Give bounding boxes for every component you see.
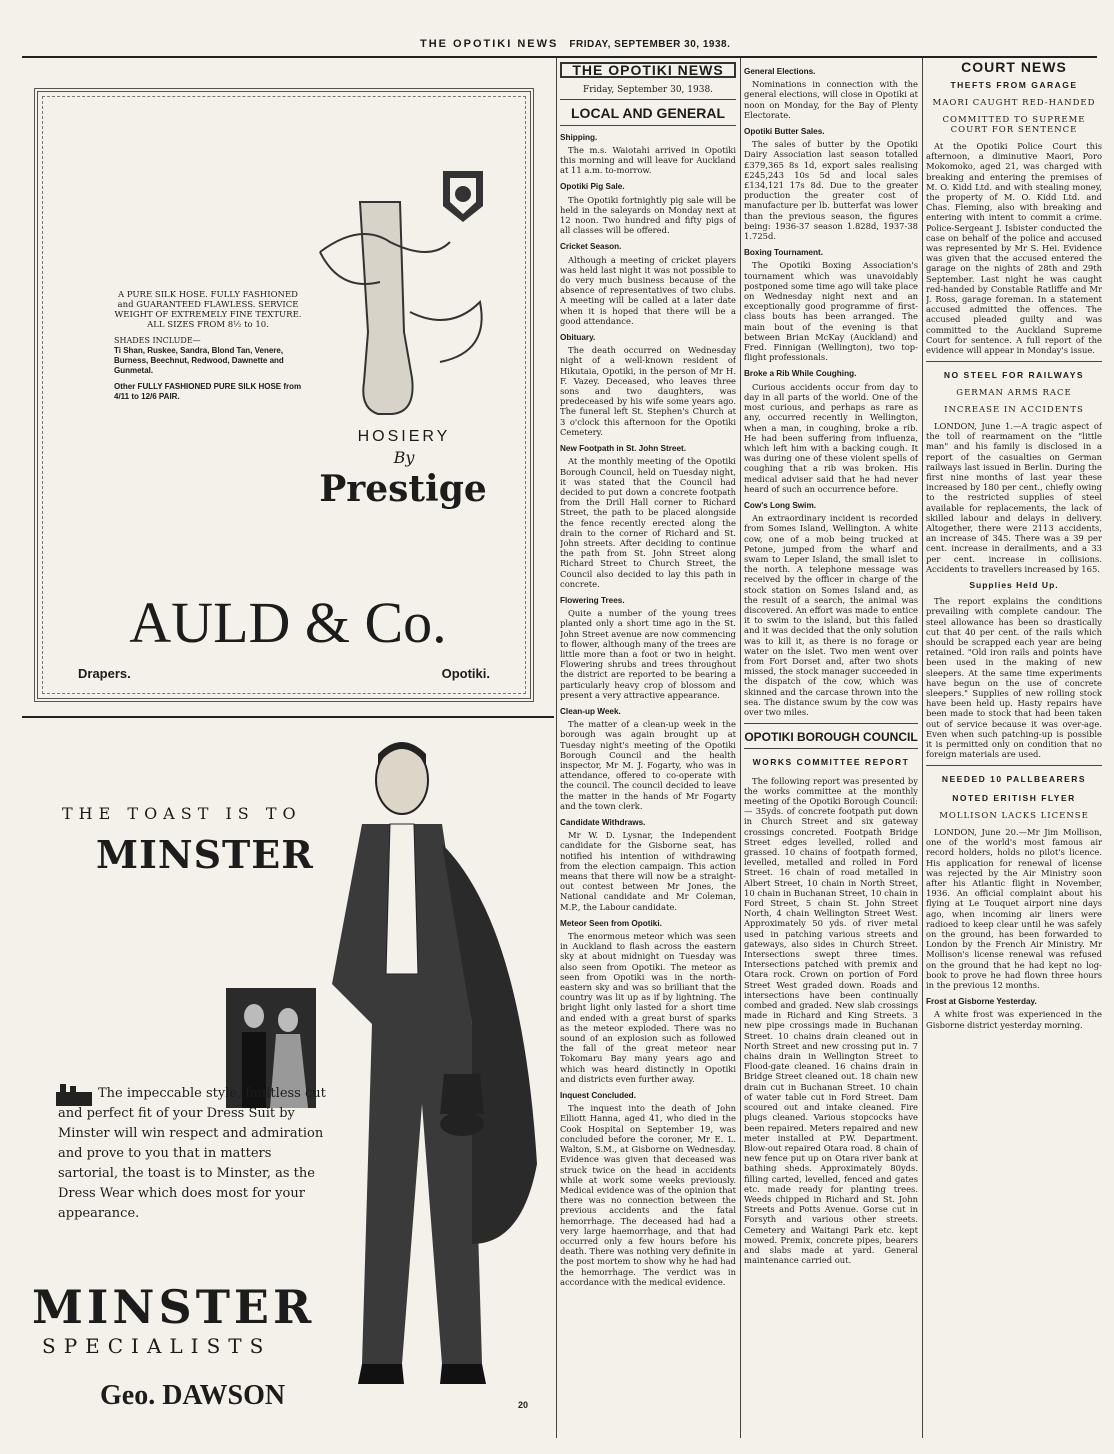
masthead-title: THE OPOTIKI NEWS — [420, 38, 559, 50]
article-heading: Flowering Trees. — [560, 595, 625, 605]
article-heading: Inquest Concluded. — [560, 1091, 636, 1101]
article-heading: Boxing Tournament. — [744, 248, 823, 258]
news-column-2 — [744, 60, 918, 1430]
supplies-text: The report explains the conditions prevailing with complete candour. The steel allowance has been so drastically cut that 40 per cent. of the rails which should be scrapped each year are being retained. "Old iron rails and points have been used in the making of new sleepers. At the same time experiments have begun on the use of concrete sleepers." Supplies of new rolling stock have been held up. Hasty repairs have been made to stock that had been taken out of service because it was over-age. Even when such patching-up is possible it is permitted only on condition that no foreign materials are used. — [926, 596, 1102, 760]
hosiery-copy-block — [114, 290, 302, 402]
town-label: Opotiki. — [441, 666, 490, 681]
article — [560, 596, 736, 700]
hosiery-advertisement — [34, 88, 534, 702]
article-heading: New Footpath in St. John Street. — [560, 444, 686, 454]
article — [560, 242, 736, 326]
article — [560, 919, 736, 1084]
mollison-text: LONDON, June 20.—Mr Jim Mollison, one of the world's most famous air record holders, holds no pilot's licence. His application for renewal of license was rejected by the Air Ministry soon after his Atlantic flight in November, 1936. An official complaint about his flying at Le Touquet airport nine days ago, when incoming air liners were radioed to keep clear until he was safely on the ground, has been forwarded to London by the French Air Ministry. Mr Mollison's license renewal was refused on the ground that he had kept no log-book to prove he had flown three hours in the previous 12 months. — [926, 827, 1102, 991]
article-heading: Clean-up Week. — [560, 706, 621, 716]
council-heading: OPOTIKI BOROUGH COUNCIL — [744, 732, 918, 749]
article-heading: Opotiki Pig Sale. — [560, 182, 625, 192]
article-heading: Cricket Season. — [560, 242, 622, 252]
divider — [926, 361, 1102, 362]
steel-heading: NO STEEL FOR RAILWAYS — [943, 370, 1085, 381]
article-text: Curious accidents occur from day to day in all parts of the world. One of the most curious, and perhaps as rare as any, occurred recently in Wellington, when a man, in coughing, broke a rib. He had been suffering from influenza, which left him with a backing cough. It was during one of these violent spells of coughing that a rib was broken. His medical adviser said that he had never heard of such an occurrence before. — [744, 381, 918, 494]
article-heading: General Elections. — [744, 67, 816, 76]
article-text: Mr W. D. Lysnar, the Independent candidate for the Gisborne seat, has notified his intention of withdrawing from the election campaign. This action means that there will now be a straight-out contest between Mr Jones, the National candidate and Mr Coleman, M.P., the Labour candidate. — [560, 830, 736, 912]
article-heading: Candidate Withdraws. — [560, 818, 646, 827]
article-text: The Opotiki Boxing Association's tournament which was unavoidably postponed some time ago will take place on Wednesday night next and an exceptionally good programme of first-class bouts has been arranged. The main bout of the evening is that between Brian McKay (Auckland) and Fred. Finnigan (Wellington), two top-flight professionals. — [744, 260, 918, 363]
article-text: The enormous meteor which was seen in Auckland to flash across the eastern sky at about midnight on Tuesday was also seen from Opotiki. The meteor as seen from Opotiki was in the north-eastern sky and was so brilliant that the country was lit up as if by lightning. The bright light only lasted for a short time and ended with a great burst of sparks as the meteor exploded. There was no sound of an explosion such as followed the fall of the great meteor near Tokomaru Bay many years ago and which was heard distinctly in Opotiki and districts even further away. — [560, 931, 736, 1084]
frost-heading: Frost at Gisborne Yesterday. — [926, 997, 1037, 1007]
article-heading: Meteor Seen from Opotiki. — [560, 918, 662, 928]
section-heading: LOCAL AND GENERAL — [560, 108, 736, 125]
minster-body-text: The impeccable style, faultless cut and perfect fit of your Dress Suit by Minster will win respect and admiration and prove to you that in matters sartorial, the toast is to Minster, as the Dress Wear which does most for your appearance. — [58, 1086, 326, 1221]
hosiery-description: A PURE SILK HOSE. FULLY FASHIONED and GUARANTEED FLAWLESS. SERVICE WEIGHT OF EXTREMELY FINE TEXTURE. ALL SIZES FROM 8½ to 10. — [114, 290, 302, 330]
shades-list: Ti Shan, Ruskee, Sandra, Blond Tan, Venere, Burness, Beechnut, Redwood, Dawnette and Gunmetal. — [114, 346, 284, 375]
column-divider — [740, 58, 741, 1438]
article-text: The death occurred on Wednesday night of a well-known resident of Hikutaia, Opotiki, in the person of Mr H. F. Vazey. Deceased, who leaves three sons and two daughters, was predeceased by his wife some years ago. The funeral left St. Stephen's Church at 3 o'clock this afternoon for the Opotiki Cemetery. — [560, 345, 736, 437]
article — [744, 127, 918, 241]
article — [560, 133, 736, 176]
prestige-brand: Prestige — [319, 468, 487, 510]
article — [560, 444, 736, 589]
committed-subheading: COMMITTED TO SUPREME COURT FOR SENTENCE — [942, 114, 1086, 135]
article-heading: Obituary. — [560, 333, 596, 343]
minster-brand-bottom: MINSTER — [32, 1280, 316, 1334]
article — [744, 248, 918, 362]
article-heading: Shipping. — [560, 132, 598, 142]
court-news-heading: COURT NEWS — [961, 60, 1067, 75]
article-text: At the monthly meeting of the Opotiki Borough Council, held on Tuesday night, it was stated that the Council had decided to put down a concrete footpath from the Drill Hall corner to Richard Street, the path to be placed alongside the fence recently erected along the drain to the corner of Richard and St. John streets. After deciding to continue the path from St. John Street along Richard Street to Church Street, the Council also decided to lay this path in concrete. — [560, 456, 736, 589]
paper-flag: THE OPOTIKI NEWS — [560, 62, 736, 78]
specialists-label: SPECIALISTS — [42, 1334, 272, 1358]
divider — [744, 723, 918, 724]
article-text: An extraordinary incident is recorded from Somes Island, Wellington. A white cow, one of a mob being trucked at Petone, jumped from the wharf and swam to Leper Island, the small islet to the north. A telephone message was received by the officer in charge of the stock station on Somes Island and, as the result of a search, the animal was discovered. An effort was made to entice it to swim to the island, but this failed and it was decided that the only solution was to kill it, as there is no forage or water on the islet. Two men went over from Fort Dorset and, after two shots missed, the stock manager succeeded in the dispatch of the cow, which was skinned and the carcase thrown into the sea. The distance swum by the cow was over two miles. — [744, 513, 918, 717]
top-rule — [22, 56, 1097, 58]
frost-text: A white frost was experienced in the Gisborne district yesterday morning. — [926, 1009, 1102, 1030]
gentleman-illustration-icon — [322, 724, 552, 1414]
mollison-subheading: MOLLISON LACKS LICENSE — [939, 810, 1089, 821]
article-heading: Cow's Long Swim. — [744, 500, 816, 510]
masthead-date: FRIDAY, SEPTEMBER 30, 1938. — [569, 39, 731, 50]
by-word: By — [393, 448, 415, 467]
column-divider — [922, 58, 923, 1438]
news-column-3 — [926, 60, 1102, 1430]
masthead — [420, 38, 840, 50]
article — [560, 818, 736, 912]
firm-name: AULD & Co. — [129, 590, 447, 655]
dealer-name: Geo. DAWSON — [100, 1380, 286, 1411]
drapers-label: Drapers. — [78, 666, 131, 681]
minster-brand-top: MINSTER — [96, 832, 314, 877]
article — [744, 67, 918, 120]
article-heading: Opotiki Butter Sales. — [744, 127, 825, 137]
page-number: 20 — [518, 1400, 529, 1410]
other-hose-line: Other FULLY FASHIONED PURE SILK HOSE from 4/11 to 12/6 PAIR. — [114, 382, 302, 401]
middle-rule — [22, 716, 554, 718]
article-text: Nominations in connection with the general elections, will close in Opotiki at noon on Monday, for the Bay of Plenty Electorate. — [744, 79, 918, 120]
article-text: The inquest into the death of John Elliott Hanna, aged 41, who died in the Cook Hospital on September 19, was concluded before the coroner, Mr E. L. Walton, S.M., at Gisborne on Wednesday. Evidence was given that deceased was struck twice on the head in accidents while at work some weeks previously. Medical evidence was of the opinion that there was no connection between the previous accidents and the fatal hemorrhage. The deceased had had a very large haemorrhage, and that had occurred only a few hours before his death. There was nothing very definite in the post mortem to show why he had had the hemorrhage. The verdict was in accordance with the medical evidence. — [560, 1103, 736, 1287]
article — [560, 182, 736, 235]
article-text: Quite a number of the young trees planted only a short time ago in the St. John Street avenue are now commencing to flower, although many of the trees are little more than a foot or two in height. Flowering shrubs and trees throughout the district are reported to be bearing a particularly heavy crop of blossom and present a very attractive appearance. — [560, 608, 736, 700]
article-text: Although a meeting of cricket players was held last night it was not possible to do very much business because of the absence of representatives of two clubs. A meeting will be called at a later date when it is hoped that there will be a good attendance. — [560, 254, 736, 326]
article — [560, 333, 736, 437]
stocking-leg-icon — [300, 182, 500, 422]
steel-report-text: LONDON, June 1.—A tragic aspect of the toll of rearmament on the "little man" and his family is disclosed in a report of the casualties on German railways last issued in Berlin. During the first nine months of last year these increased by 180 per cent., chiefly owing to the restricted supplies of steel available for replacements, the lack of skilled labour and delays in delivery. Altogether, there were 2113 accidents, an increase of 345. There was a 39 per cent. increase in derailments, and a 33 per cent. increase in collisions. Accidents to travellers increased by 165. — [926, 420, 1102, 574]
thefts-heading: THEFTS FROM GARAGE — [950, 80, 1078, 91]
german-subheading: GERMAN ARMS RACE — [956, 388, 1072, 399]
article-text: The matter of a clean-up week in the borough was again brought up at Tuesday night's meeting of the Opotiki Borough Council and the health inspector, Mr M. J. Fogarty, who was in attendance, offered to co-operate with the council. The council decided to leave the matter in the hands of Mr Fogarty and the town clerk. — [560, 719, 736, 811]
supplies-subheading: Supplies Held Up. — [969, 579, 1059, 590]
maori-subheading: MAORI CAUGHT RED-HANDED — [932, 98, 1096, 109]
article — [744, 501, 918, 717]
court-report-text: At the Opotiki Police Court this afternoon, a diminutive Maori, Poro Mokomoko, aged 21, was charged with breaking and entering the premises of M. O. Kidd Ltd. and with stealing money, the property of M. O. Kidd Ltd. and Chas. Fleming, also with breaking and entering with intent to commit a crime. Police-Sergeant J. Isbister conducted the case on behalf of the police and accused was represented by Mr S. Hei. Evidence was given that the accused entered the garage on the nights of 28th and 29th September. Last night he was caught red-handed by Constable Ratliffe and Mr J. Ross, garage foreman. In a statement accused admitted the offences. The accused pleaded guilty and was committed to the Auckland Supreme Court for sentence. A full report of the evidence will appear in Monday's issue. — [926, 141, 1102, 356]
flyer-heading: NOTED ERITISH FLYER — [952, 792, 1076, 803]
toast-line: THE TOAST IS TO — [62, 804, 302, 823]
shades-intro: SHADES INCLUDE— — [114, 336, 201, 345]
article — [560, 1091, 736, 1287]
accidents-subheading: INCREASE IN ACCIDENTS — [944, 404, 1084, 415]
shades-block — [114, 336, 302, 376]
article-heading: Broke a Rib While Coughing. — [744, 369, 857, 379]
divider — [926, 765, 1102, 766]
flag-date: Friday, September 30, 1938. — [560, 81, 736, 100]
minster-advertisement — [22, 724, 554, 1424]
article-text: The m.s. Waiotahi arrived in Opotiki this morning and will leave for Auckland at 11 a.m. to-morrow. — [560, 144, 736, 176]
council-report-text: The following report was presented by the works committee at the monthly meeting of the Opotiki Borough Council:— 35yds. of concrete footpath put down in Church Street and six gateway crossings concreted. Footpath Bridge Street edges levelled, rolled and grassed. 10 chains of footpath formed, levelled, metalled and rolled in Ford Street. 16 chain of road metalled in Albert Street, 10 chain in North Street, 10 chain in Buchanan Street, 10 chain in Ford Street, 5 chain St. John Street North, 4 chain Wellington Street West. Approximately 50 yds. of river metal used in patching various streets and gateways, also sides in Church Street. Intersections swept three times. Intersections patched with premix and Otara rock. Crown on portion of Ford Street West graded down. Roads and intersections have been continually combed and graded. New slab crossings made in Richard and King Streets. 3 new pipe crossings made in Buchanan Street. 10 chains drain cleaned out in North Street and new crossing put in. 7 chains drain in Wellington Street to Flood-gate cleaned. 16 chains drain in Bridge Street cleaned out. 18 chain new drain cut in Buchanan Street. 10 chain of water table cut in Ford Street. Dam scoured out and intake cleaned. Fire plugs cleaned. Various stopcocks have been repaired. Meters repaired and new meter installed at P.W. Department. Blow-out repaired Otara road. 8 chain of new fence put up on Otara river bank at bathing sheds. Approximately 80yds. filling carted, levelled, fenced and gates etc. made ready for planting trees. Weeds chipped in Richard and St. John Streets and Potts Avenue. Gorse cut in Forsyth and various other streets. Cemetery and Waitangi Park etc. kept mowed. Premix, concrete pipes, bearers and slabs made at yard. General maintenance carried out. — [744, 775, 918, 1266]
minster-body-copy — [58, 1084, 330, 1224]
article-text: The Opotiki fortnightly pig sale will be held in the saleyards on Monday next at 12 noon. Two hundred and fifty pigs of all classes will be offered. — [560, 194, 736, 236]
pallbearers-heading: NEEDED 10 PALLBEARERS — [941, 774, 1087, 785]
column-divider — [556, 58, 557, 1438]
works-subheading: WORKS COMMITTEE REPORT — [752, 757, 910, 768]
news-column-1 — [560, 60, 736, 1430]
article — [744, 369, 918, 493]
hosiery-word: HOSIERY — [357, 428, 451, 445]
article — [560, 707, 736, 811]
article-text: The sales of butter by the Opotiki Dairy Association last season totalled £379,365 8s 1d, export sales realising £245,243 10s 5d and local sales £134,121 17s 8d. Due to the greater production the greater cost of manufacture per lb. butterfat was lower than the previous season, the figures being: 1936-37 season 1.828d, 1937-38 1.725d. — [744, 139, 918, 242]
